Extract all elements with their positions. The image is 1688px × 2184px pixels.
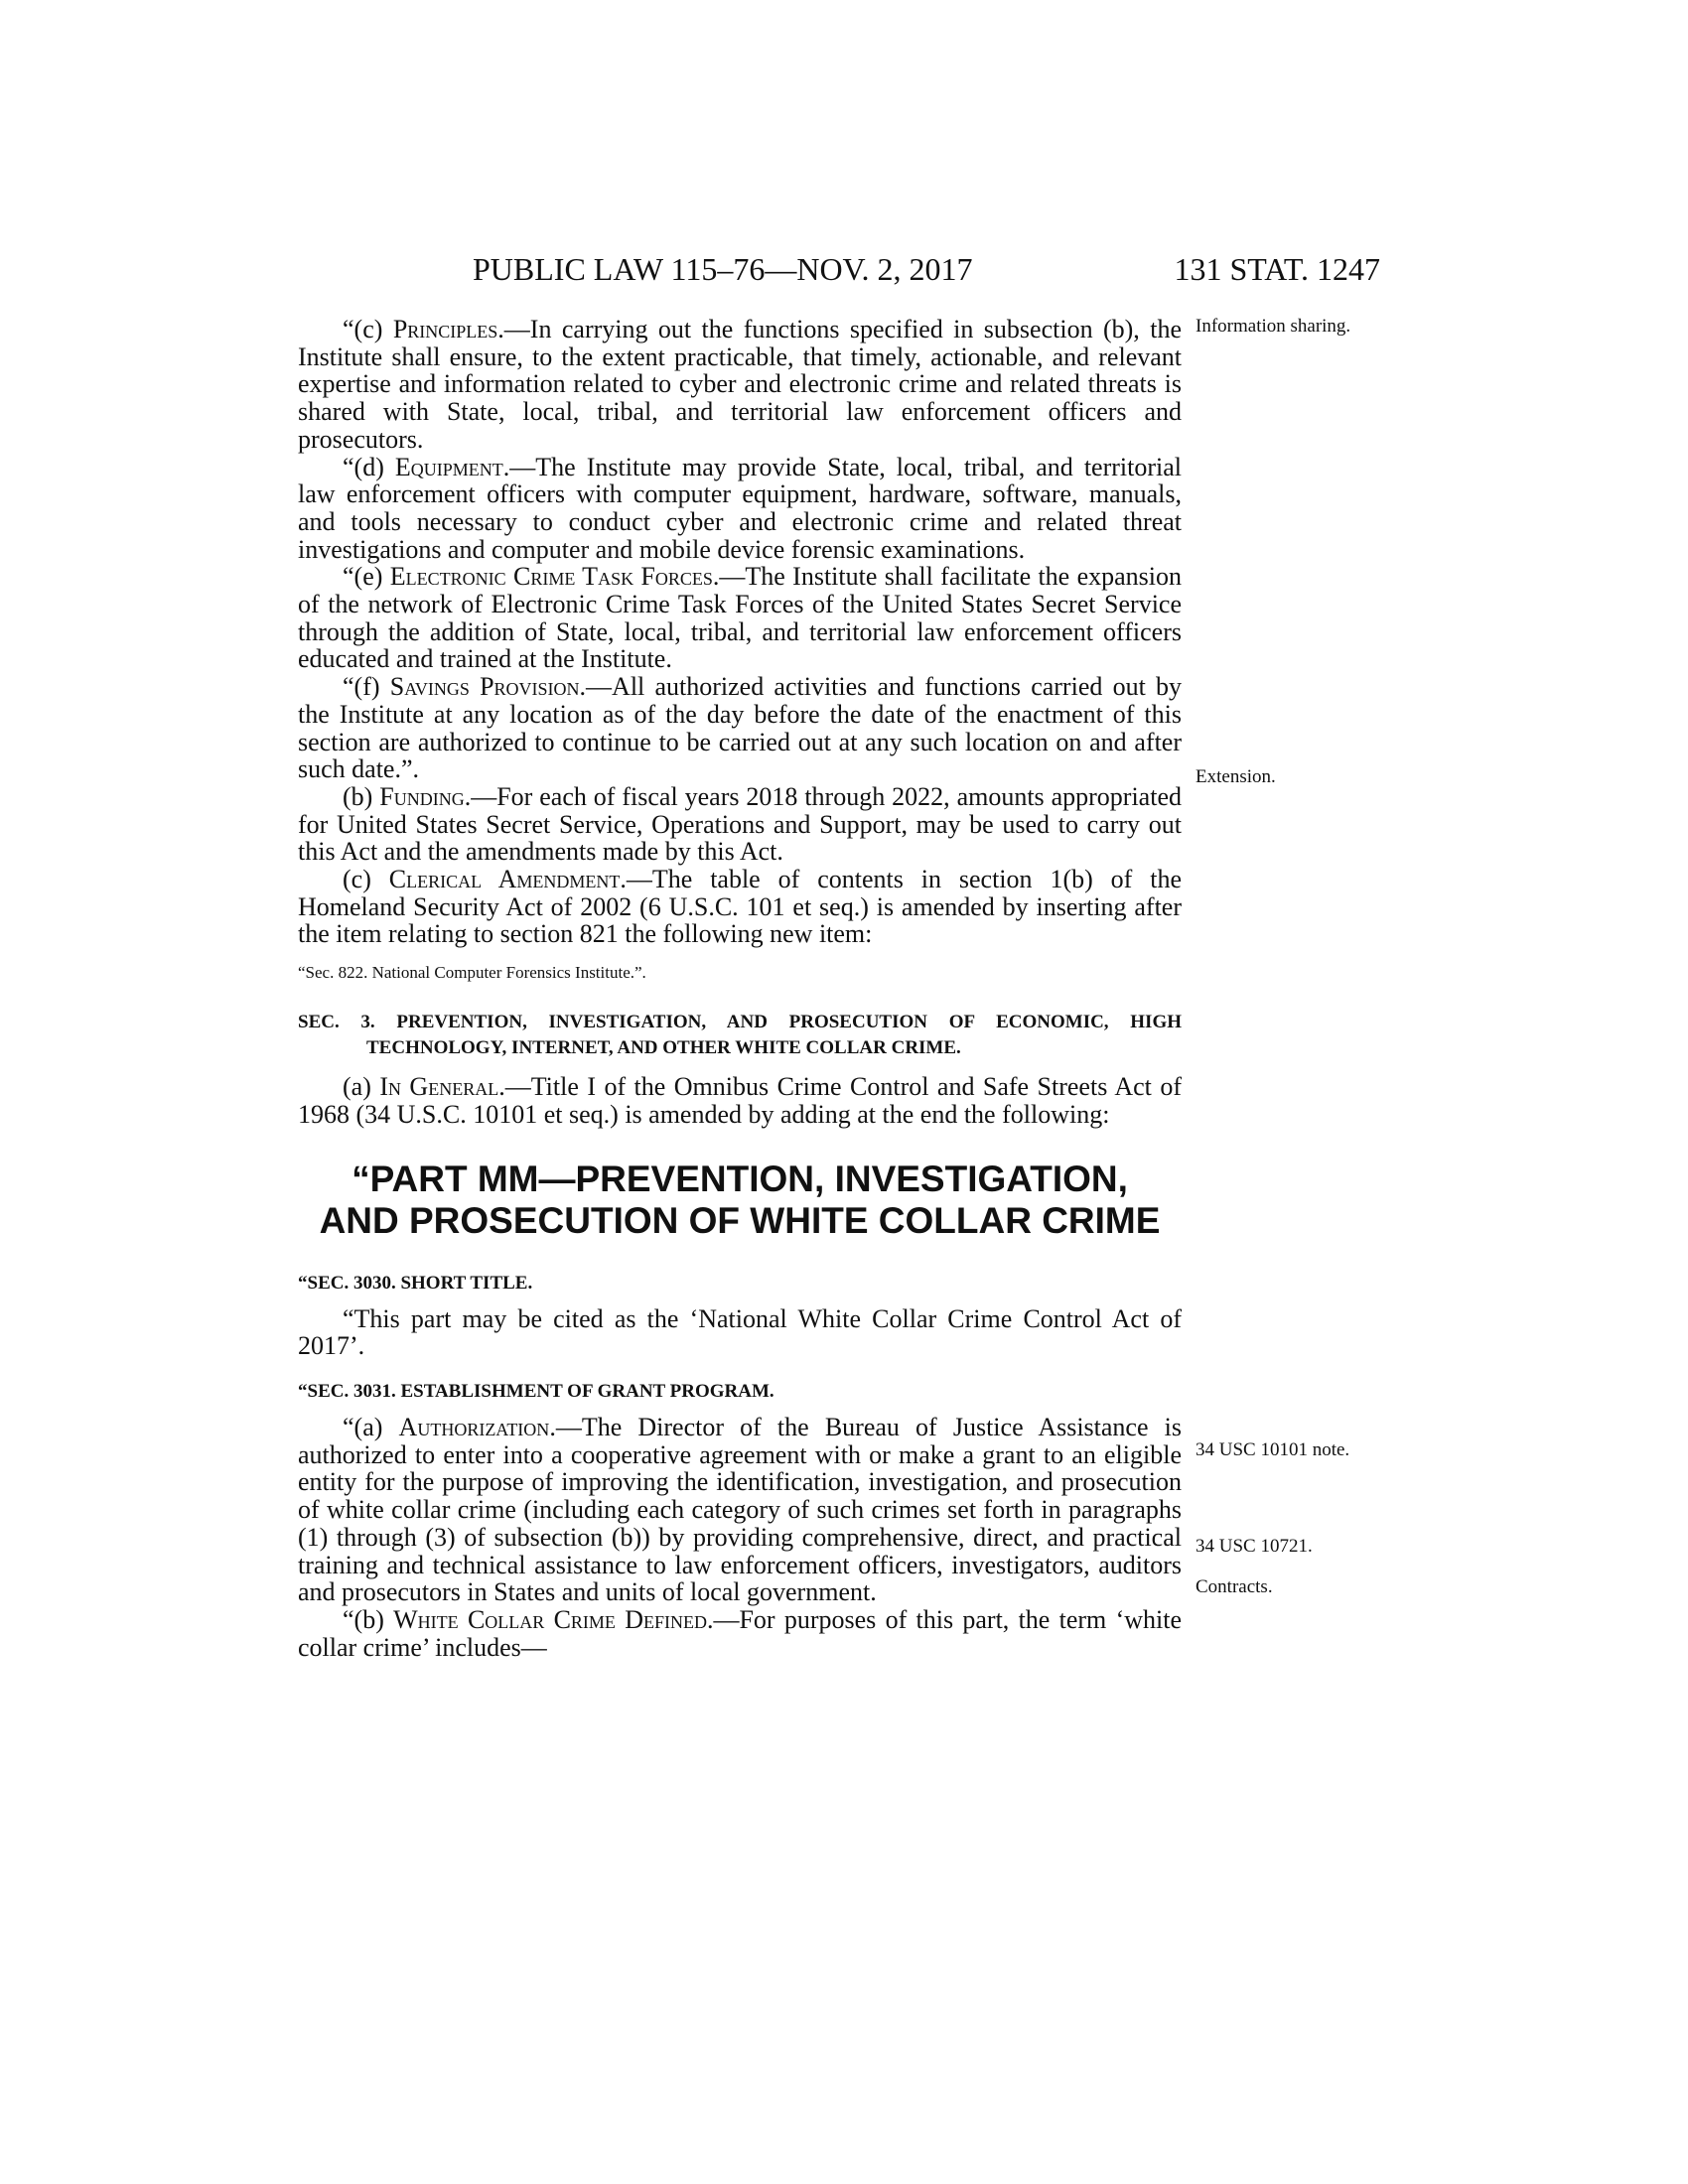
- paragraph-text: .—For each of fiscal years 2018 through 2022, amounts appropriated for United States Secret Service, Operations and Support, may be used to carry out this Act and the amendments made by this Act.: [298, 781, 1182, 867]
- section-3030-text: “This part may be cited as the ‘National White Collar Crime Control Act of 2017’.: [298, 1303, 1182, 1361]
- paragraph-text: .—The Director of the Bureau of Justice Assistance is authorized to enter into a cooperative agreement with or make a grant to an eligible entity for the purpose of improving the identification, investigation, and prosecution of white collar crime (including each category of such crimes set forth in paragraphs (1) through (3) of subsection (b)) by providing comprehensive, direct, and practical training and technical assistance to law enforcement officers, investigators, auditors and prosecutors in States and units of local government.: [298, 1412, 1182, 1607]
- paragraph-text: .—The table of contents in section 1(b) of the Homeland Security Act of 2002 (6 U.S.C. 101 et seq.) is amended by inserting after the item relating to section 821 the following new item:: [298, 865, 1182, 949]
- paragraph-b-funding: [298, 783, 1182, 866]
- table-of-contents-item: “Sec. 822. National Computer Forensics Institute.”.: [298, 963, 646, 983]
- paragraph-lead: (c): [343, 865, 389, 894]
- paragraph-text: .—The Institute shall facilitate the expansion of the network of Electronic Crime Task Forces of the United States Secret Service through the addition of State, local, tribal, and territorial law enforcement officers educated and trained at the Institute.: [298, 562, 1182, 674]
- paragraph-heading: Savings Provision: [389, 672, 580, 702]
- margin-note-usc-10721: 34 USC 10721.: [1196, 1536, 1313, 1557]
- margin-note-extension: Extension.: [1196, 766, 1276, 787]
- paragraph-text: .—All authorized activities and functions carried out by the Institute at any location as of the day before the date of the enactment of this section are authorized to continue to be carried out at any such location on and after such date.”.: [298, 672, 1182, 784]
- paragraph-heading: Funding: [379, 781, 465, 811]
- paragraph-lead: (b): [343, 781, 380, 811]
- document-body: [298, 316, 1182, 1661]
- paragraph-c-principles: [298, 316, 1182, 454]
- paragraph-lead: (a): [343, 1072, 380, 1102]
- section-3-heading: SEC. 3. PREVENTION, INVESTIGATION, AND PROSECUTION OF ECONOMIC, HIGH TECHNOLOGY, INTERNET, AND OTHER WHITE COLLAR CRIME.: [298, 1012, 1182, 1059]
- paragraph-lead: “(e): [343, 562, 390, 592]
- part-mm-heading: [298, 1159, 1182, 1242]
- paragraph-text: .—Title I of the Omnibus Crime Control and Safe Streets Act of 1968 (34 U.S.C. 10101 et seq.) is amended by adding at the end the following:: [298, 1072, 1182, 1129]
- paragraph-e-task-forces: [298, 563, 1182, 673]
- paragraph-text: .—For purposes of this part, the term ‘white collar crime’ includes—: [298, 1604, 1182, 1662]
- paragraph-lead: “(a): [343, 1412, 399, 1441]
- paragraph-text: .—In carrying out the functions specified in subsection (b), the Institute shall ensure, to the extent practicable, that timely, actionable, and relevant expertise and information related to cyber and electronic crime and related threats is shared with State, local, tribal, and territorial law enforcement officers and prosecutors.: [298, 315, 1182, 454]
- section-3030-heading: “SEC. 3030. SHORT TITLE.: [298, 1272, 533, 1294]
- paragraph-a-authorization: [298, 1414, 1182, 1606]
- paragraph-text: .—The Institute may provide State, local, tribal, and territorial law enforcement officers with computer equipment, hardware, software, manuals, and tools necessary to conduct cyber and electronic crime and related threat investigations and computer and mobile device forensic examinations.: [298, 452, 1183, 564]
- margin-note-usc-10101: 34 USC 10101 note.: [1196, 1439, 1350, 1460]
- part-mm-heading-line-2: AND PROSECUTION OF WHITE COLLAR CRIME: [319, 1199, 1161, 1241]
- paragraph-d-equipment: [298, 454, 1182, 564]
- paragraph-lead: “(f): [343, 672, 390, 702]
- paragraph-heading: In General: [379, 1072, 499, 1102]
- page-header: [298, 249, 1380, 289]
- statute-page-number: 131 STAT. 1247: [1174, 251, 1380, 287]
- section-3031-heading: “SEC. 3031. ESTABLISHMENT OF GRANT PROGRAM.: [298, 1380, 774, 1402]
- margin-note-contracts: Contracts.: [1196, 1576, 1273, 1597]
- paragraph-lead: “(c): [343, 315, 393, 343]
- margin-note-information-sharing: Information sharing.: [1196, 316, 1351, 337]
- paragraph-heading: Principles: [392, 315, 498, 343]
- paragraph-heading: Clerical Amendment: [388, 865, 621, 894]
- paragraph-a-in-general: [298, 1073, 1182, 1128]
- paragraph-heading: White Collar Crime Defined: [393, 1604, 707, 1634]
- paragraph-f-savings-provision: [298, 673, 1182, 783]
- paragraph-b-white-collar-crime-defined: [298, 1606, 1182, 1661]
- paragraph-lead: “(b): [343, 1604, 394, 1634]
- running-title: PUBLIC LAW 115–76—NOV. 2, 2017: [473, 251, 973, 287]
- paragraph-heading: Electronic Crime Task Forces: [389, 562, 713, 592]
- paragraph-lead: “(d): [343, 452, 395, 481]
- part-mm-heading-line-1: “PART MM—PREVENTION, INVESTIGATION,: [352, 1158, 1128, 1199]
- paragraph-heading: Authorization: [398, 1412, 550, 1441]
- paragraph-c-clerical-amendment: [298, 866, 1182, 948]
- paragraph-heading: Equipment: [394, 452, 503, 481]
